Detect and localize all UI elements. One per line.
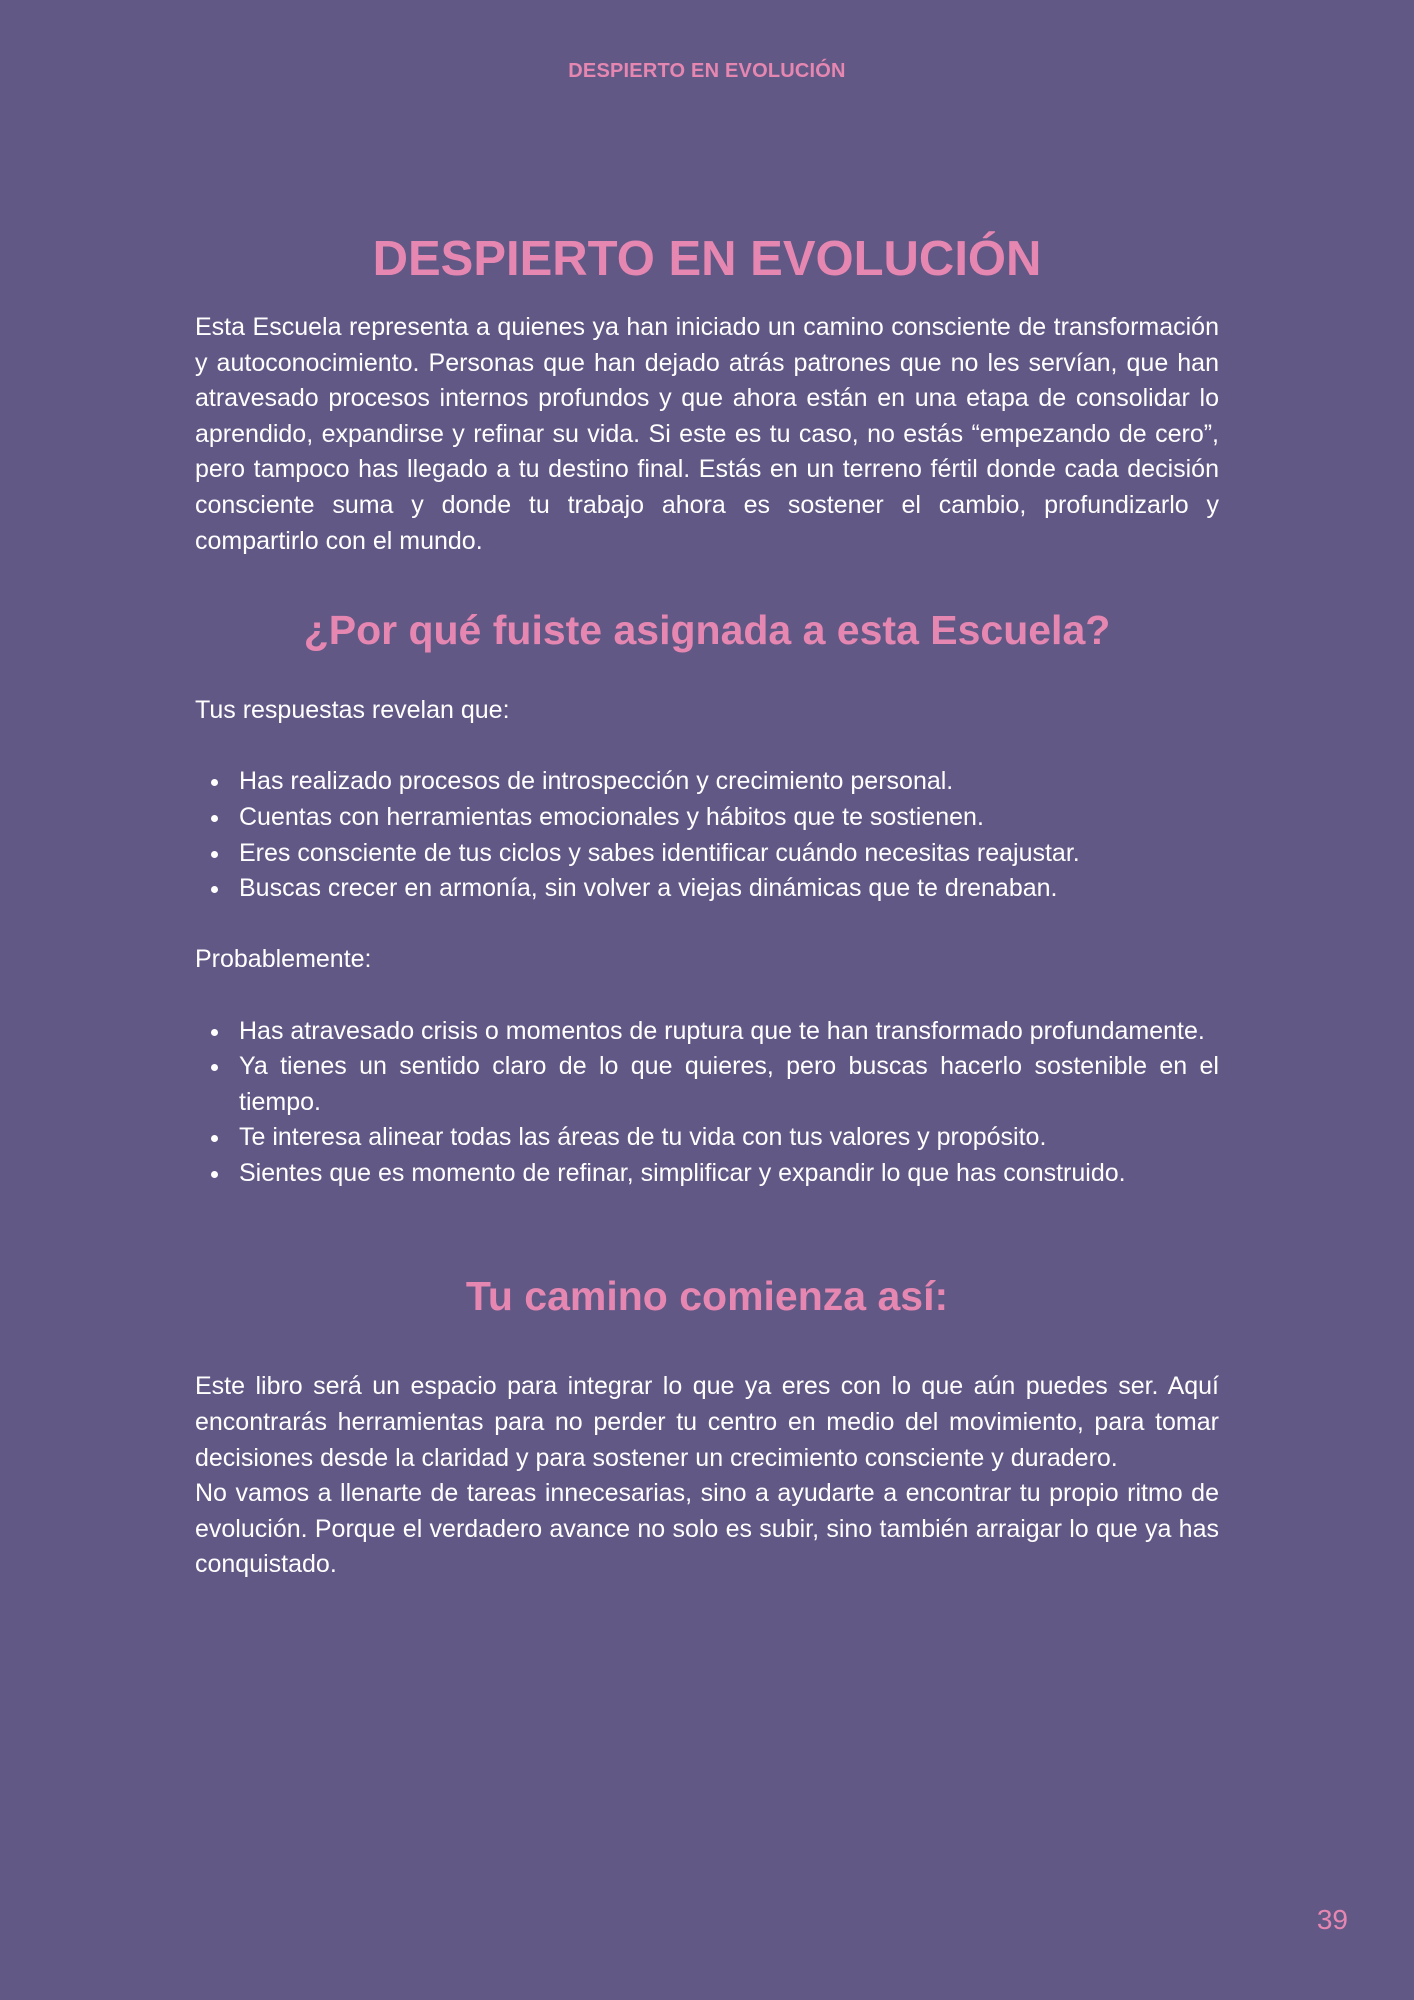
- why-heading: ¿Por qué fuiste asignada a esta Escuela?: [303, 607, 1111, 654]
- answers-lead: Tus respuestas revelan que:: [195, 696, 510, 725]
- list-item: Has atravesado crisis o momentos de ruptura que te han transformado profundamente.: [239, 1014, 1219, 1050]
- closing-paragraph-1: Este libro será un espacio para integrar lo que ya eres con lo que aún puedes ser. Aquí encontrarás herramientas para no perder tu centro en medio del movimiento, para tomar decisiones desde la claridad y para sostener un crecimiento consciente y duradero.: [195, 1372, 1219, 1472]
- list-item: Has realizado procesos de introspección y crecimiento personal.: [239, 764, 1219, 800]
- list-item: Buscas crecer en armonía, sin volver a viejas dinámicas que te drenaban.: [239, 871, 1219, 907]
- path-heading: Tu camino comienza así:: [465, 1273, 949, 1320]
- running-header: DESPIERTO EN EVOLUCIÓN: [568, 60, 846, 82]
- list-item: Ya tienes un sentido claro de lo que quieres, pero buscas hacerlo sostenible en el tiempo.: [239, 1049, 1219, 1120]
- probably-list: [195, 1014, 1219, 1192]
- list-item: Sientes que es momento de refinar, simplificar y expandir lo que has construido.: [239, 1156, 1219, 1192]
- page-title: DESPIERTO EN EVOLUCIÓN: [372, 232, 1042, 286]
- closing-paragraph-2: No vamos a llenarte de tareas innecesarias, sino a ayudarte a encontrar tu propio ritmo de evolución. Porque el verdadero avance no solo es subir, sino también arraigar lo que ya has conquistado.: [195, 1479, 1219, 1579]
- page-content: [195, 228, 1219, 1583]
- list-item: Eres consciente de tus ciclos y sabes identificar cuándo necesitas reajustar.: [239, 836, 1219, 872]
- intro-paragraph: Esta Escuela representa a quienes ya han iniciado un camino consciente de transformación y autoconocimiento. Personas que han dejado atrás patrones que no les servían, que han atravesado procesos internos profundos y que ahora están en una etapa de consolidar lo aprendido, expandirse y refinar su vida. Si este es tu caso, no estás “empezando de cero”, pero tampoco has llegado a tu destino final. Estás en un terreno fértil donde cada decisión consciente suma y donde tu trabajo ahora es sostener el cambio, profundizarlo y compartirlo con el mundo.: [195, 313, 1219, 555]
- page-number: 39: [1316, 1904, 1348, 1935]
- list-item: Te interesa alinear todas las áreas de tu vida con tus valores y propósito.: [239, 1120, 1219, 1156]
- list-item: Cuentas con herramientas emocionales y hábitos que te sostienen.: [239, 800, 1219, 836]
- answers-list: [195, 764, 1219, 906]
- probably-lead: Probablemente:: [195, 945, 372, 974]
